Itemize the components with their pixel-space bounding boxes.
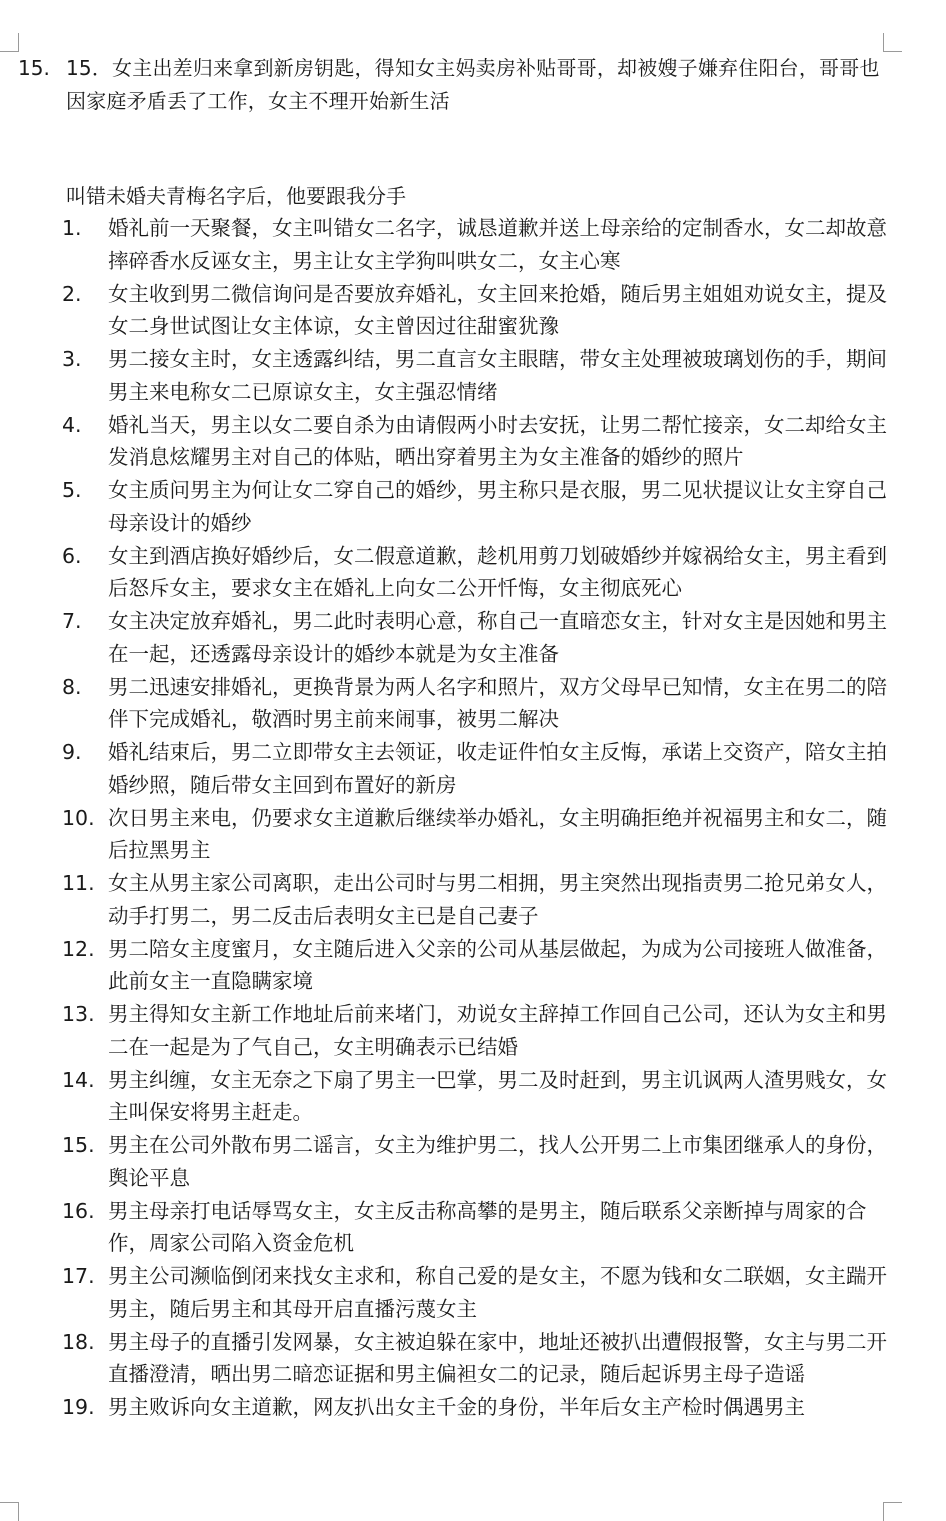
list-item-text: 婚礼结束后，男二立即带女主去领证，收走证件怕女主反悔，承诺上交资产，陪女主拍婚纱照，随后带女主回到布置好的新房 xyxy=(108,740,887,797)
list-item-text: 男主母亲打电话辱骂女主，女主反击称高攀的是男主，随后联系父亲断掉与周家的合作，周家公司陷入资金危机 xyxy=(108,1198,867,1255)
list-item-text: 男主得知女主新工作地址后前来堵门，劝说女主辞掉工作回自己公司，还认为女主和男二在一起是为了气自己，女主明确表示已结婚 xyxy=(108,1002,887,1059)
list-item xyxy=(62,933,888,998)
list-number: 10. xyxy=(62,805,95,830)
list-item xyxy=(62,1326,888,1391)
list-number: 15. xyxy=(62,1133,95,1157)
list-number: 9. xyxy=(62,740,82,764)
list-item xyxy=(62,802,888,867)
list-item xyxy=(62,212,888,277)
list-item xyxy=(62,1129,888,1194)
list-number: 2. xyxy=(62,281,82,306)
list-item xyxy=(62,736,888,801)
list-number: 8. xyxy=(62,674,82,699)
list-item-text: 15．女主出差归来拿到新房钥匙，得知女主妈卖房补贴哥哥，却被嫂子嫌弃住阳台，哥哥也因家庭矛盾丢了工作，女主不理开始新生活 xyxy=(66,56,880,113)
list-item-text: 男主纠缠，女主无奈之下扇了男主一巴掌，男二及时赶到，男主讥讽两人渣男贱女，女主叫保安将男主赶走。 xyxy=(108,1067,887,1124)
page-corner-mark-bottom-right xyxy=(883,1502,902,1521)
list-item xyxy=(62,867,888,932)
list-item-text: 婚礼前一天聚餐，女主叫错女二名字，诚恳道歉并送上母亲给的定制香水，女二却故意摔碎香水反诬女主，男主让女主学狗叫哄女二，女主心寒 xyxy=(108,216,887,273)
list-number: 19. xyxy=(62,1395,95,1419)
list-item xyxy=(62,1260,888,1325)
list-number: 14. xyxy=(62,1067,95,1092)
list-item-text: 男二接女主时，女主透露纠结，男二直言女主眼瞎，带女主处理被玻璃划伤的手，期间男主来电称女二已原谅女主，女主强忍情绪 xyxy=(108,347,887,404)
list-number: 5. xyxy=(62,478,82,502)
list-number: 15. xyxy=(18,56,50,80)
list-item xyxy=(62,278,888,343)
list-item xyxy=(62,1195,888,1260)
list-number: 1. xyxy=(62,216,82,240)
list-item-text: 男主母子的直播引发网暴，女主被迫躲在家中，地址还被扒出遭假报警，女主与男二开直播澄清，晒出男二暗恋证据和男主偏袒女二的记录，随后起诉男主母子造谣 xyxy=(108,1329,887,1386)
list-item-text: 男主败诉向女主道歉，网友扒出女主千金的身份，半年后女主产检时偶遇男主 xyxy=(108,1395,805,1419)
list-item-text: 婚礼当天，男主以女二要自杀为由请假两小时去安抚，让男二帮忙接亲，女二却给女主发消息炫耀男主对自己的体贴，晒出穿着男主为女主准备的婚纱的照片 xyxy=(108,412,887,469)
list-number: 7. xyxy=(62,609,82,633)
list-item xyxy=(62,540,888,605)
list-number: 4. xyxy=(62,412,82,437)
list-number: 12. xyxy=(62,936,95,961)
list-item-text: 男主在公司外散布男二谣言，女主为维护男二，找人公开男二上市集团继承人的身份，舆论平息 xyxy=(108,1133,887,1190)
list-number: 17. xyxy=(62,1264,95,1288)
section-title: 叫错未婚夫青梅名字后，他要跟我分手 xyxy=(66,184,406,208)
page-corner-mark-bottom-left xyxy=(0,1502,19,1521)
list-item-text: 男二陪女主度蜜月，女主随后进入父亲的公司从基层做起，为成为公司接班人做准备，此前女主一直隐瞒家境 xyxy=(108,936,887,993)
list-item-text: 女主到酒店换好婚纱后，女二假意道歉，趁机用剪刀划破婚纱并嫁祸给女主，男主看到后怒斥女主，要求女主在婚礼上向女二公开忏悔，女主彻底死心 xyxy=(108,543,887,600)
list-item xyxy=(62,474,888,539)
page-corner-mark-top-left xyxy=(0,33,19,52)
list-item-text: 女主收到男二微信询问是否要放弃婚礼，女主回来抢婚，随后男主姐姐劝说女主，提及女二身世试图让女主体谅，女主曾因过往甜蜜犹豫 xyxy=(108,281,887,338)
list-item-text: 男二迅速安排婚礼，更换背景为两人名字和照片，双方父母早已知情，女主在男二的陪伴下完成婚礼，敬酒时男主前来闹事，被男二解决 xyxy=(108,674,887,731)
list-number: 11. xyxy=(62,871,95,895)
list-number: 3. xyxy=(62,347,82,371)
list-number: 16. xyxy=(62,1198,95,1223)
numbered-list xyxy=(62,212,888,1424)
top-list-item xyxy=(18,52,898,118)
list-item xyxy=(62,605,888,670)
list-number: 18. xyxy=(62,1329,95,1354)
list-number: 6. xyxy=(62,543,82,568)
list-item xyxy=(62,1064,888,1129)
list-number: 13. xyxy=(62,1002,95,1026)
list-item xyxy=(62,1391,888,1424)
list-item xyxy=(62,343,888,408)
list-item xyxy=(62,998,888,1063)
list-item xyxy=(62,409,888,474)
list-item-text: 男主公司濒临倒闭来找女主求和，称自己爱的是女主，不愿为钱和女二联姻，女主踹开男主，随后男主和其母开启直播污蔑女主 xyxy=(108,1264,887,1321)
list-item-text: 女主从男主家公司离职，走出公司时与男二相拥，男主突然出现指责男二抢兄弟女人，动手打男二，男二反击后表明女主已是自己妻子 xyxy=(108,871,887,928)
page-corner-mark-top-right xyxy=(883,33,902,52)
list-item-text: 女主决定放弃婚礼，男二此时表明心意，称自己一直暗恋女主，针对女主是因她和男主在一起，还透露母亲设计的婚纱本就是为女主准备 xyxy=(108,609,887,666)
list-item-text: 女主质问男主为何让女二穿自己的婚纱，男主称只是衣服，男二见状提议让女主穿自己母亲设计的婚纱 xyxy=(108,478,887,535)
list-item-text: 次日男主来电，仍要求女主道歉后继续举办婚礼，女主明确拒绝并祝福男主和女二，随后拉黑男主 xyxy=(108,805,887,862)
list-item xyxy=(62,671,888,736)
